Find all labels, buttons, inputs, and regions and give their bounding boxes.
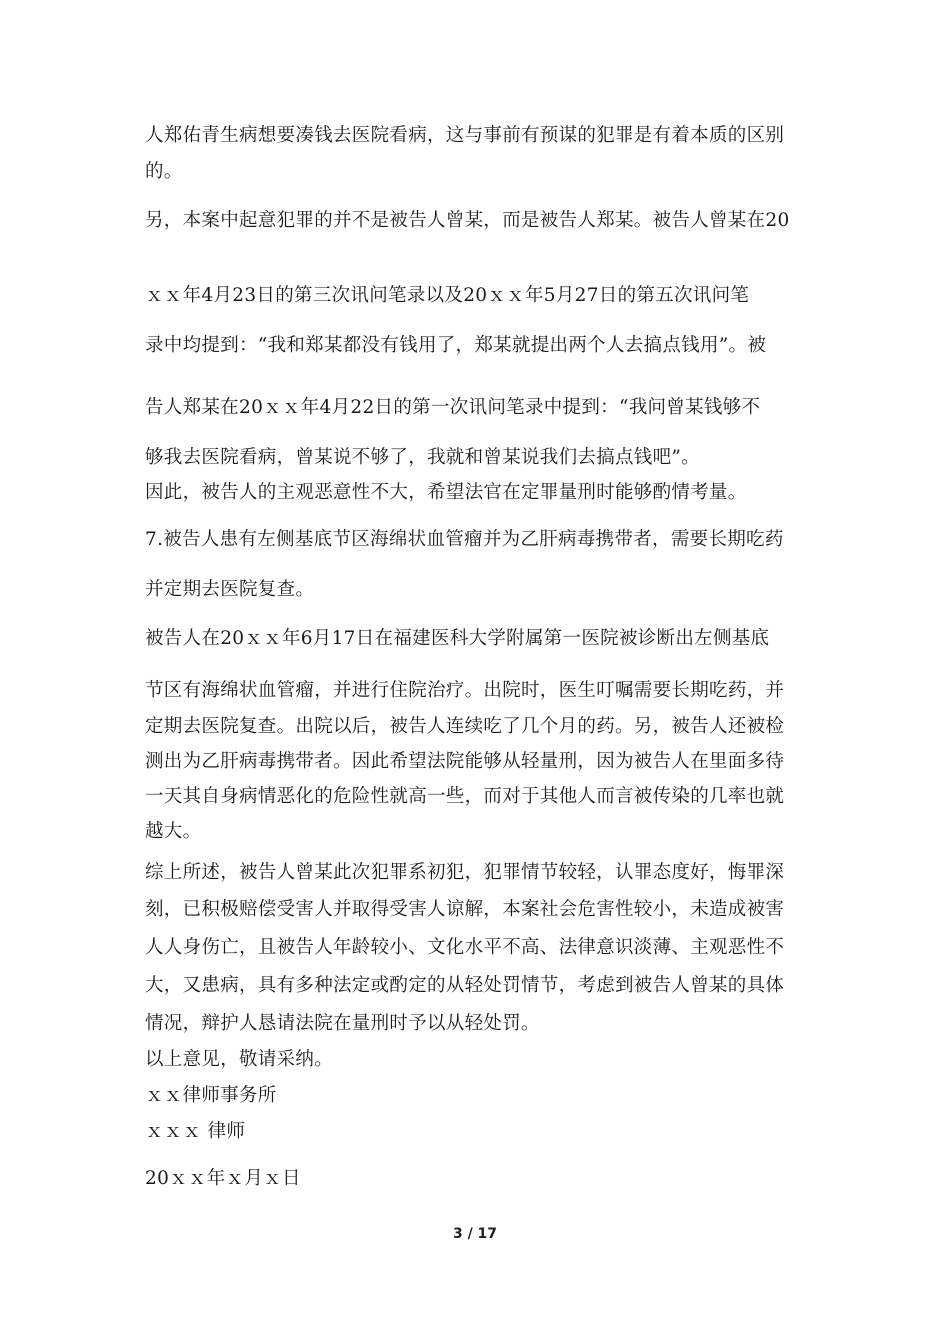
body-text-line: 被告人在20ｘｘ年6月17日在福建医科大学附属第一医院被诊断出左侧基底 (145, 628, 770, 649)
body-text-line: 一天其自身病情恶化的危险性就高一些，而对于其他人而言被传染的几率也就 (145, 786, 785, 807)
closing-remark: 以上意见，敬请采纳。 (145, 1049, 334, 1070)
body-text-line: 节区有海绵状血管瘤，并进行住院治疗。出院时，医生叮嘱需要长期吃药，并 (145, 680, 785, 701)
body-text-line: 定期去医院复查。出院以后，被告人连续吃了几个月的药。另，被告人还被检 (145, 716, 785, 737)
body-text-line: 综上所述，被告人曾某此次犯罪系初犯，犯罪情节较轻，认罪态度好，悔罪深 (145, 862, 785, 883)
body-text-line: 越大。 (145, 821, 202, 842)
body-text-line: 大，又患病，具有多种法定或酌定的从轻处罚情节，考虑到被告人曾某的具体 (145, 975, 785, 996)
body-text-line: 并定期去医院复查。 (145, 579, 315, 600)
body-text-line: 够我去医院看病，曾某说不够了，我就和曾某说我们去搞点钱吧”。 (145, 447, 700, 468)
lawyer-signature: ｘｘｘ 律师 (145, 1121, 246, 1142)
page-number: 3 / 17 (452, 1226, 498, 1242)
body-text-line: 人人身伤亡，且被告人年龄较小、文化水平不高、法律意识淡薄、主观恶性不 (145, 937, 785, 958)
body-text-line: ｘｘ年4月23日的第三次讯问笔录以及20ｘｘ年5月27日的第五次讯问笔 (145, 285, 750, 306)
body-text-line: 录中均提到：“我和郑某都没有钱用了，郑某就提出两个人去搞点钱用”。被 (145, 335, 767, 356)
body-text-line: 另，本案中起意犯罪的并不是被告人曾某，而是被告人郑某。被告人曾某在20 (145, 210, 790, 231)
body-text-line: 告人郑某在20ｘｘ年4月22日的第一次讯问笔录中提到：“我问曾某钱够不 (145, 397, 761, 418)
body-text-line: 刻，已积极赔偿受害人并取得受害人谅解，本案社会危害性较小，未造成被害 (145, 899, 785, 920)
body-text-line: 人郑佑青生病想要凑钱去医院看病，这与事前有预谋的犯罪是有着本质的区别 (145, 125, 785, 146)
body-text-line: 的。 (145, 161, 183, 182)
law-firm-name: ｘｘ律师事务所 (145, 1085, 277, 1106)
body-text-line: 因此，被告人的主观恶意性不大，希望法官在定罪量刑时能够酌情考量。 (145, 482, 747, 503)
body-text-line: 情况，辩护人恳请法院在量刑时予以从轻处罚。 (145, 1013, 540, 1034)
body-text-line: 测出为乙肝病毒携带者。因此希望法院能够从轻量刑，因为被告人在里面多待 (145, 751, 785, 772)
list-item-heading: 7.被告人患有左侧基底节区海绵状血管瘤并为乙肝病毒携带者，需要长期吃药 (145, 529, 784, 550)
document-date: 20ｘｘ年ｘ月ｘ日 (145, 1168, 301, 1189)
